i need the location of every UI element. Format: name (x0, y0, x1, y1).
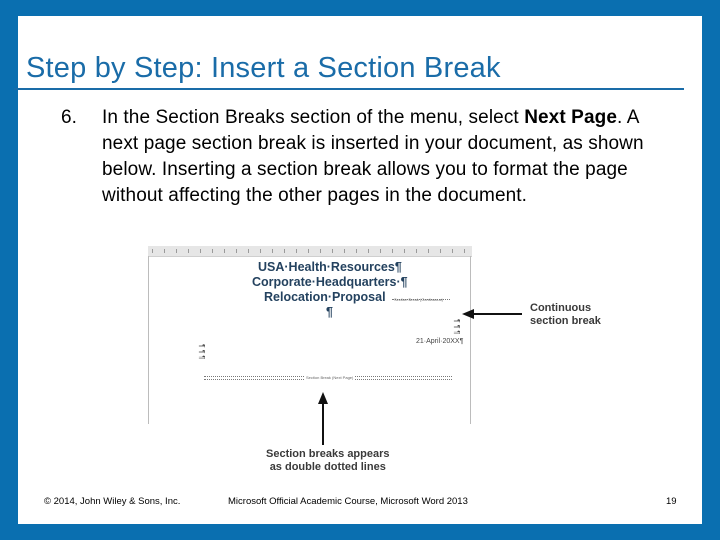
continuous-callout-line-2: section break (530, 315, 601, 327)
continuous-break-line (392, 299, 450, 300)
step-text (102, 105, 662, 209)
continuous-arrow-icon (462, 309, 474, 319)
title-divider (14, 88, 684, 90)
continuous-callout-line-1: Continuous (530, 302, 592, 314)
doc-heading-line-2: Corporate·Headquarters·¶ (252, 275, 408, 289)
footer-copyright: © 2014, John Wiley & Sons, Inc. (44, 496, 181, 507)
doc-date-text: 21·April·20XX¶ (416, 338, 464, 345)
slide-title: Step by Step: Insert a Section Break (26, 52, 501, 84)
next-page-break-label: Section Break (Next Page) (306, 375, 354, 380)
footer-page-number: 19 (666, 496, 677, 507)
margin-marks-left: ¶ ¶ ¶ (198, 344, 205, 360)
dotted-callout-line-2: as double dotted lines (269, 461, 386, 473)
document-screenshot (148, 246, 472, 424)
dotted-callout (266, 448, 390, 474)
page-edge-left (148, 256, 149, 424)
dotted-arrow-icon (318, 392, 328, 404)
dotted-callout-line-1: Section breaks appears (266, 448, 390, 460)
step-text-bold-next: Next (524, 107, 566, 128)
doc-paragraph-mark: ¶ (326, 305, 333, 319)
continuous-break-label: Section Break (Continuous) (394, 297, 443, 302)
doc-heading-line-1: USA·Health·Resources¶ (258, 260, 402, 274)
step-text-bold-page: Page (571, 107, 617, 128)
margin-marks-right: ¶ ¶ ¶ (453, 319, 460, 335)
ruler (148, 246, 472, 257)
step-text-after: . A next page section break is inserted in your document, as shown below. Inserting a section break allows you to format the page without affecting the other pages in the document. (102, 107, 644, 206)
continuous-callout (530, 302, 601, 328)
step-number: 6. (61, 107, 77, 128)
dotted-arrow-shaft (322, 403, 324, 445)
doc-heading-line-3: Relocation·Proposal (264, 290, 386, 304)
page-edge-right (470, 256, 471, 424)
footer-course: Microsoft Official Academic Course, Microsoft Word 2013 (228, 496, 468, 507)
step-text-before: In the Section Breaks section of the menu, select (102, 107, 525, 128)
continuous-arrow-shaft (472, 313, 522, 315)
